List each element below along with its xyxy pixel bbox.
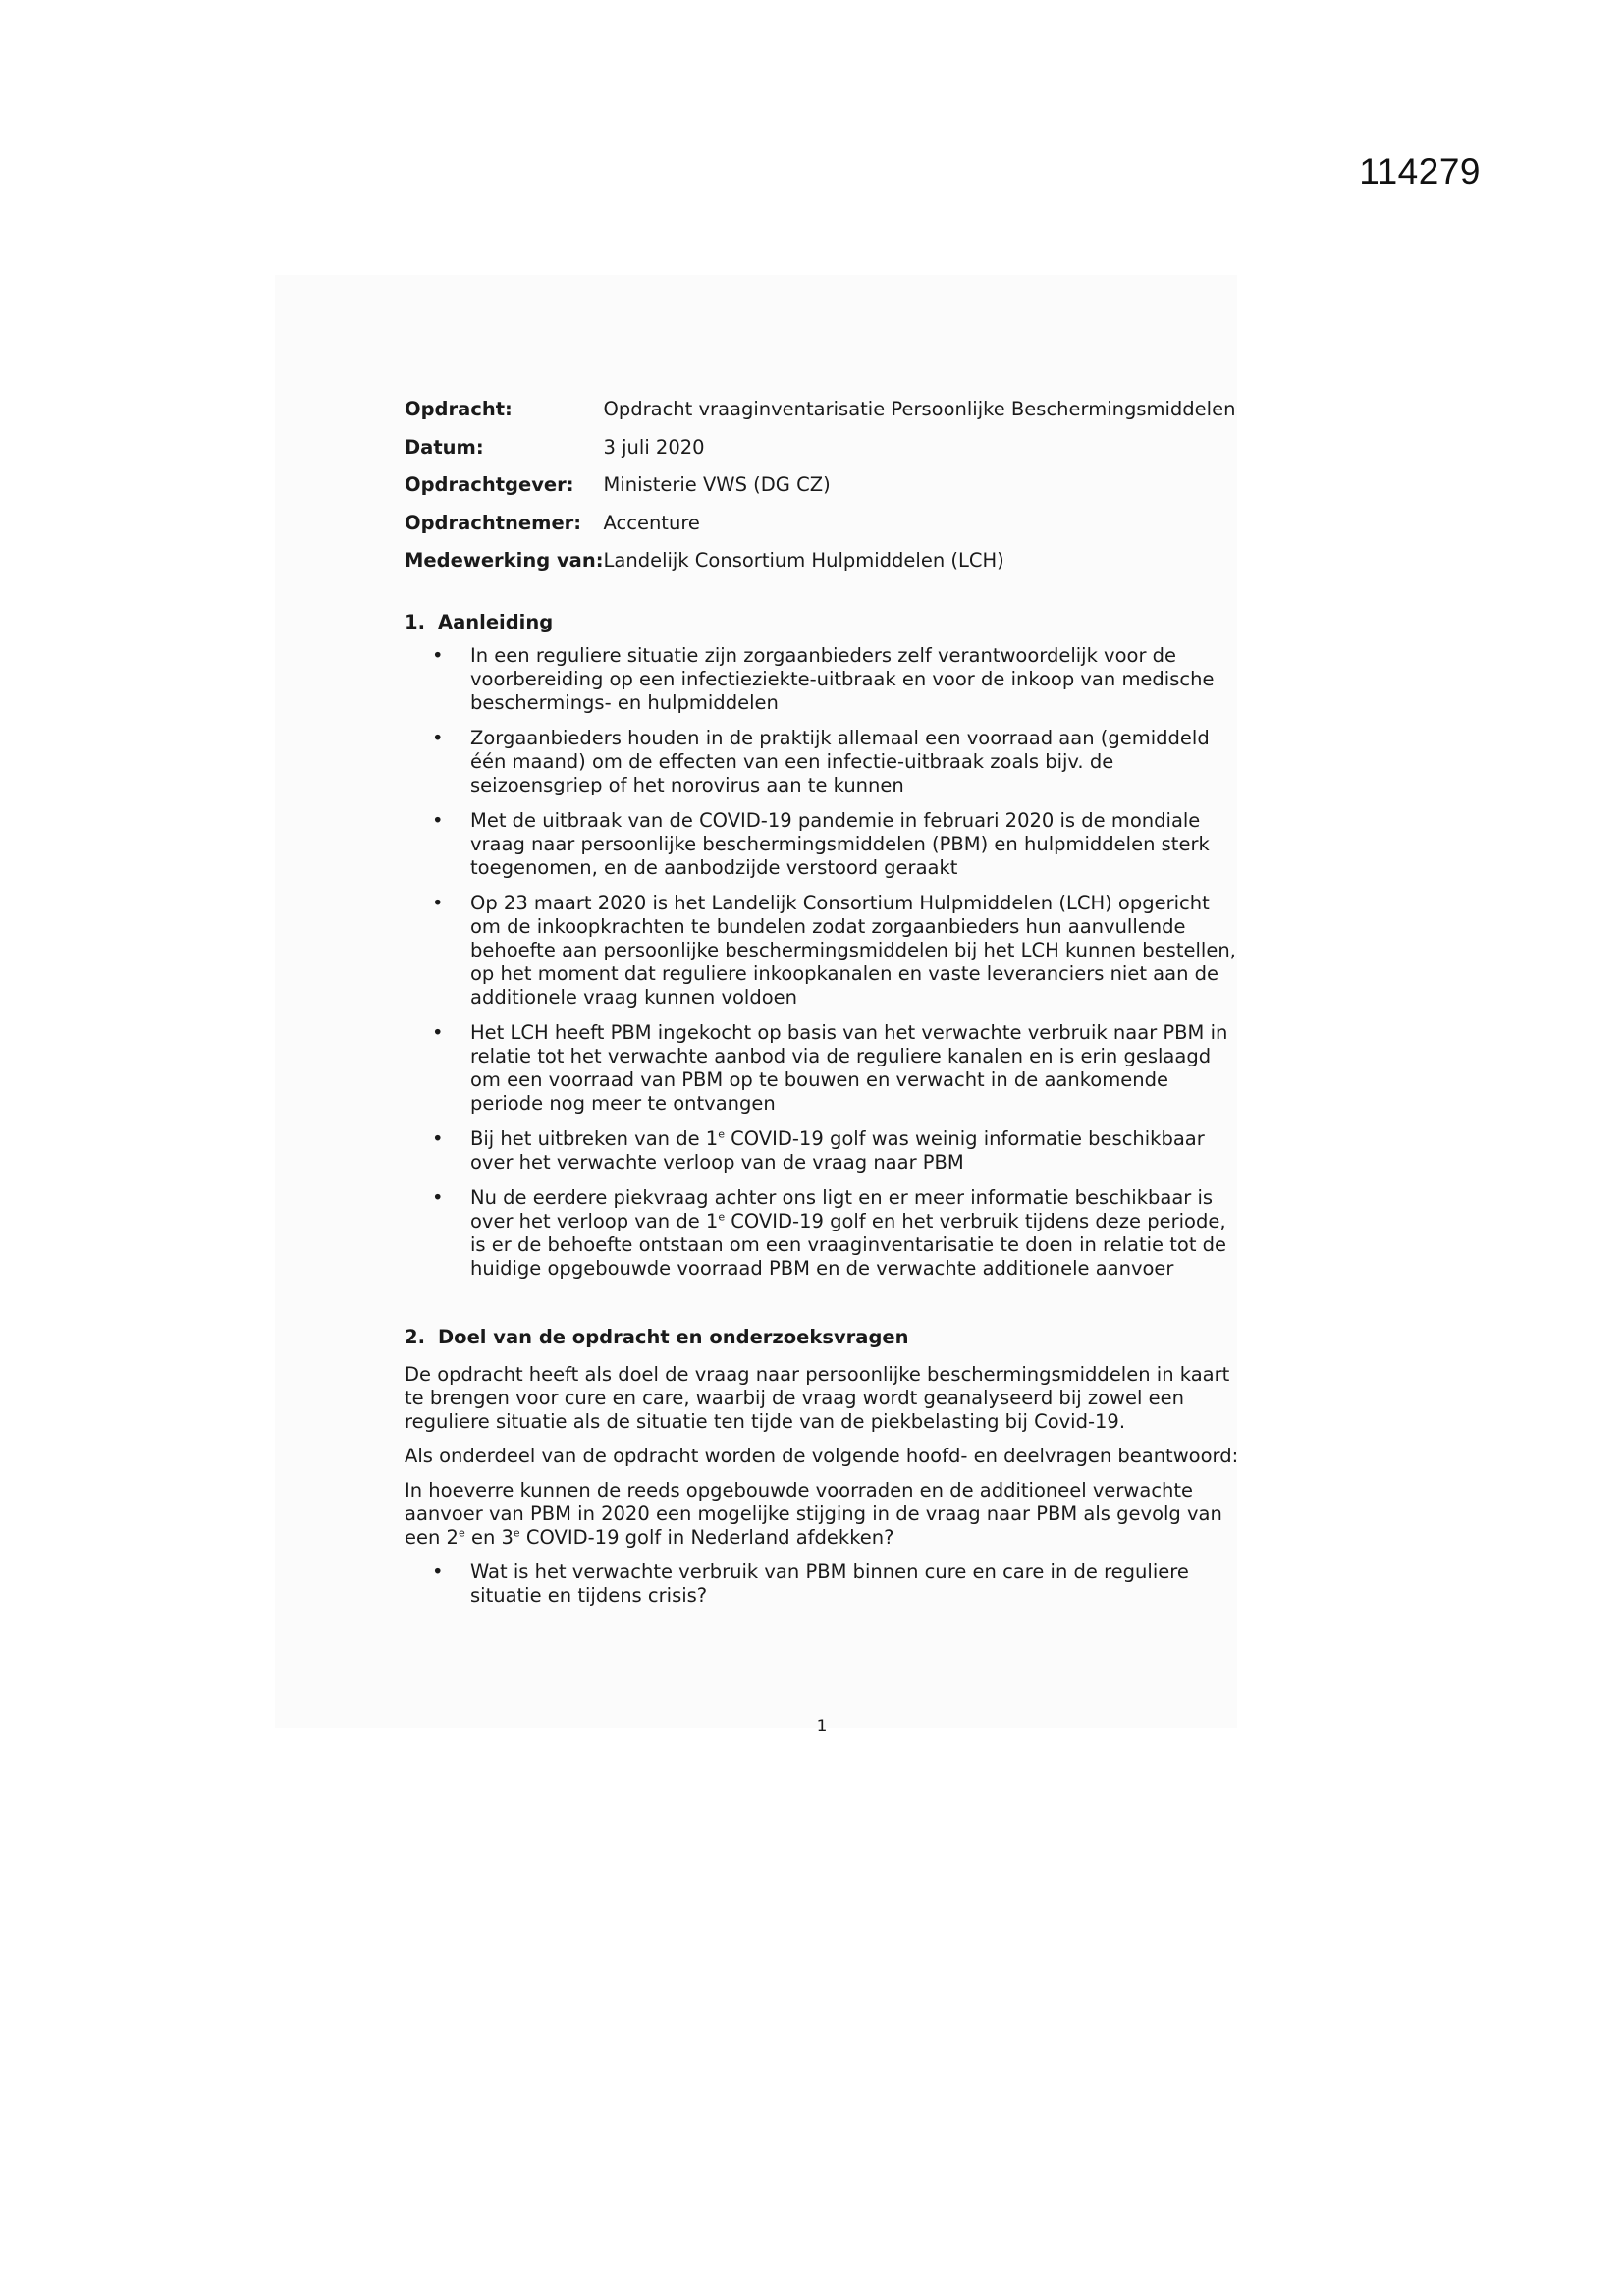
list-item <box>405 1127 1239 1175</box>
text-fragment: Bij het uitbreken van de 1 <box>470 1126 719 1150</box>
text-fragment: In hoeverre kunnen de reeds opgebouwde voorraden en de additioneel verwachte aanvoer van PBM in 2020 een mogelijke stijging in de vraag naar PBM als gevolg van een 2 <box>405 1478 1222 1549</box>
document-id: 114279 <box>1359 151 1481 191</box>
section-title: Doel van de opdracht en onderzoeksvragen <box>438 1325 909 1348</box>
text-fragment: COVID-19 golf en het verbruik tijdens deze periode, is er de behoefte ontstaan om een vraaginventarisatie te doen in relatie tot de huidige opgebouwde voorraad PBM en de verwachte additionele aanvoer <box>470 1209 1227 1280</box>
bullet-icon: • <box>432 1559 444 1583</box>
meta-value: Landelijk Consortium Hulpmiddelen (LCH) <box>603 549 1004 572</box>
list-item <box>405 644 1239 715</box>
list-item-text: Het LCH heeft PBM ingekocht op basis van het verwachte verbruik naar PBM in relatie tot het verwachte aanbod via de reguliere kanalen en is erin geslaagd om een voorraad van PBM op te bouwen en verwacht in de aankomende periode nog meer te ontvangen <box>470 1020 1228 1115</box>
list-item <box>405 892 1239 1010</box>
list-item <box>405 1186 1239 1281</box>
bullet-icon: • <box>432 891 444 914</box>
section-2-bullet-list <box>405 1560 1239 1608</box>
section-number: 1. <box>405 610 425 633</box>
meta-value: 3 juli 2020 <box>603 435 705 459</box>
bullet-icon: • <box>432 1126 444 1150</box>
meta-row-opdrachtgever <box>405 473 1235 512</box>
list-item-text <box>470 1127 1205 1174</box>
section-title: Aanleiding <box>438 610 554 633</box>
meta-label: Medewerking van: <box>405 549 604 572</box>
meta-label: Opdracht: <box>405 398 513 420</box>
meta-row-datum <box>405 436 1235 474</box>
list-item-text: Op 23 maart 2020 is het Landelijk Consortium Hulpmiddelen (LCH) opgericht om de inkoopkrachten te bundelen zodat zorgaanbieders hun aanvullende behoefte aan persoonlijke beschermingsmiddelen bij het LCH kunnen bestellen, op het moment dat reguliere inkoopkanalen en vaste leveranciers niet aan de additionele vraag kunnen voldoen <box>470 891 1236 1009</box>
bullet-icon: • <box>432 1020 444 1044</box>
paragraph: Als onderdeel van de opdracht worden de volgende hoofd- en deelvragen beantwoord: <box>405 1444 1239 1467</box>
superscript: e <box>513 1526 520 1539</box>
list-item-text: Met de uitbraak van de COVID-19 pandemie in februari 2020 is de mondiale vraag naar persoonlijke beschermingsmiddelen (PBM) en hulpmiddelen sterk toegenomen, en de aanbodzijde verstoord geraakt <box>470 808 1210 879</box>
superscript: e <box>718 1127 725 1140</box>
list-item-text: Zorgaanbieders houden in de praktijk allemaal een voorraad aan (gemiddeld één maand) om de effecten van een infectie-uitbraak zoals bijv. de seizoensgriep of het norovirus aan te kunnen <box>470 726 1210 796</box>
document-body <box>405 398 1239 1619</box>
list-item-text: In een reguliere situatie zijn zorgaanbieders zelf verantwoordelijk voor de voorbereiding op een infectieziekte-uitbraak en voor de inkoop van medische beschermings- en hulpmiddelen <box>470 643 1215 714</box>
bullet-icon: • <box>432 643 444 667</box>
meta-label: Opdrachtgever: <box>405 473 574 496</box>
list-item-text <box>470 1186 1226 1280</box>
section-1-heading <box>405 611 1239 634</box>
meta-row-opdracht <box>405 398 1235 436</box>
meta-table <box>405 398 1235 587</box>
meta-value: Opdracht vraaginventarisatie Persoonlijke Beschermingsmiddelen <box>603 398 1236 420</box>
section-1-bullet-list <box>405 644 1239 1281</box>
meta-row-medewerking <box>405 549 1235 587</box>
section-number: 2. <box>405 1325 425 1348</box>
meta-value: Accenture <box>603 511 700 534</box>
superscript: e <box>458 1526 465 1539</box>
page-number: 1 <box>816 1717 828 1736</box>
bullet-icon: • <box>432 1185 444 1209</box>
meta-label: Datum: <box>405 435 484 459</box>
list-item-text: Wat is het verwachte verbruik van PBM binnen cure en care in de reguliere situatie en tijdens crisis? <box>470 1559 1189 1607</box>
list-item <box>405 1021 1239 1116</box>
text-fragment: Nu de eerdere piekvraag achter ons ligt en er meer informatie beschikbaar is over het verloop van de 1 <box>470 1185 1214 1232</box>
meta-label: Opdrachtnemer: <box>405 511 582 534</box>
list-item <box>405 727 1239 797</box>
paragraph <box>405 1479 1239 1550</box>
meta-value: Ministerie VWS (DG CZ) <box>603 473 831 496</box>
bullet-icon: • <box>432 726 444 749</box>
text-fragment: COVID-19 golf in Nederland afdekken? <box>519 1525 894 1549</box>
meta-row-opdrachtnemer <box>405 512 1235 550</box>
section-2-body <box>405 1363 1239 1608</box>
bullet-icon: • <box>432 808 444 832</box>
text-fragment: COVID-19 golf was weinig informatie beschikbaar over het verwachte verloop van de vraag naar PBM <box>470 1126 1205 1174</box>
list-item <box>405 809 1239 880</box>
list-item <box>405 1560 1239 1608</box>
superscript: e <box>718 1210 726 1223</box>
section-2-heading <box>405 1326 1239 1349</box>
text-fragment: en 3 <box>464 1525 514 1549</box>
paragraph: De opdracht heeft als doel de vraag naar persoonlijke beschermingsmiddelen in kaart te brengen voor cure en care, waarbij de vraag wordt geanalyseerd bij zowel een reguliere situatie als de situatie ten tijde van de piekbelasting bij Covid-19. <box>405 1362 1230 1433</box>
